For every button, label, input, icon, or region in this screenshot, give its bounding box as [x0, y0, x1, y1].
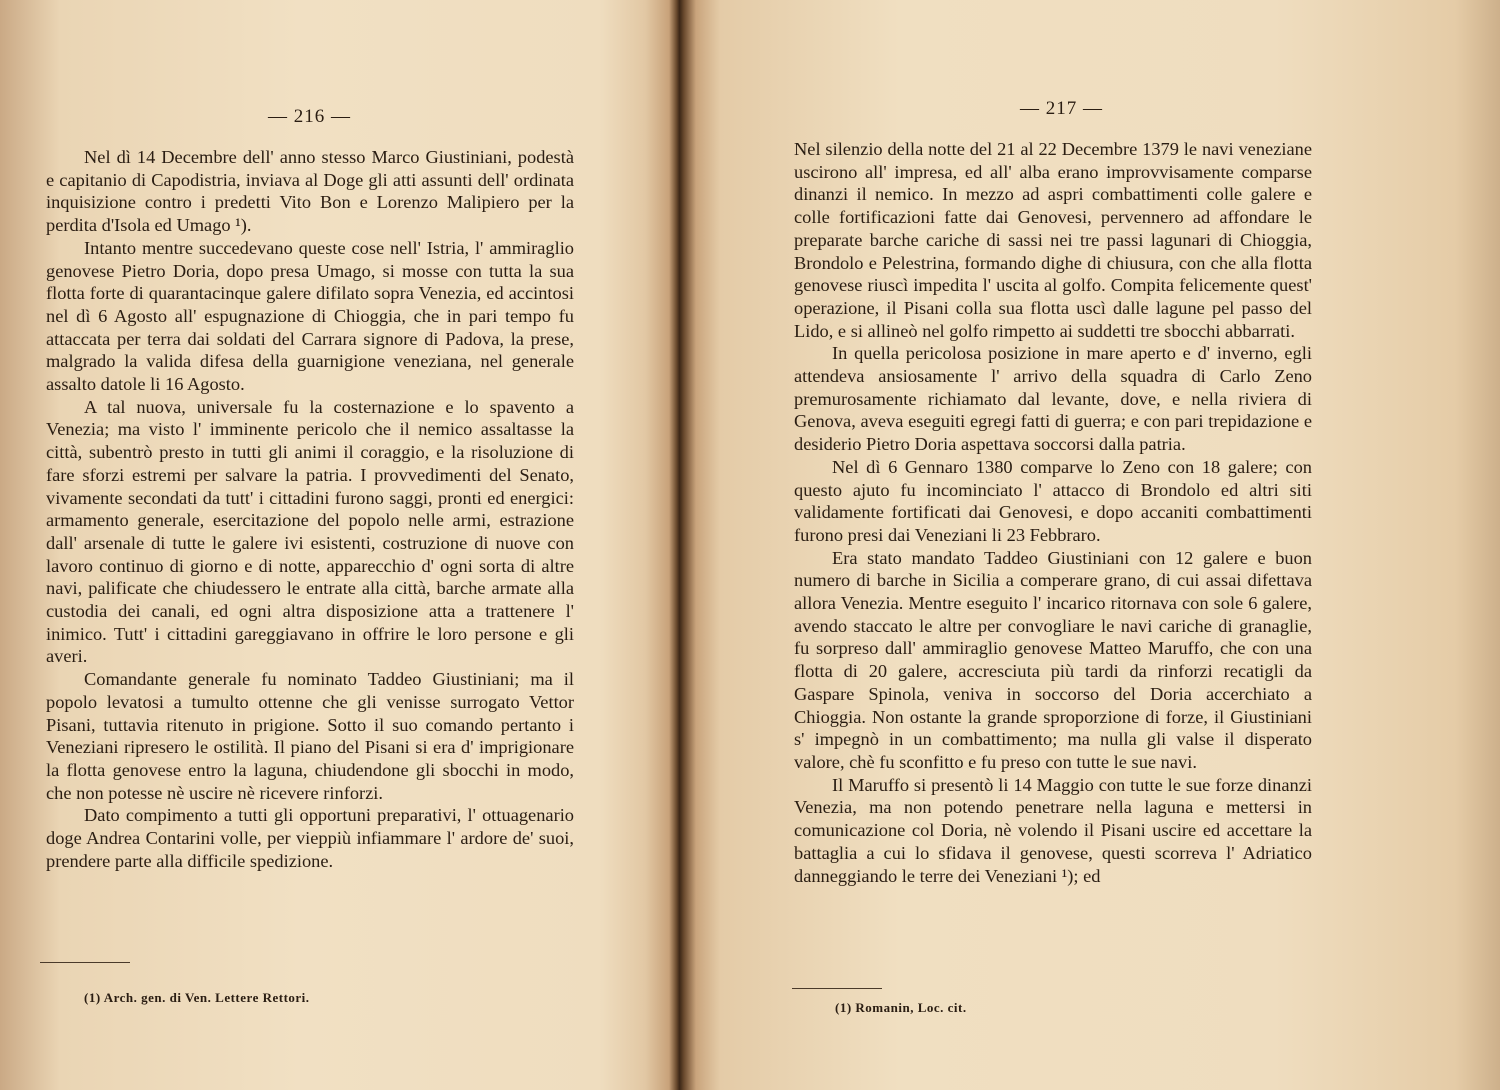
- footnote: (1) Romanin, Loc. cit.: [835, 1000, 967, 1015]
- body-text: [794, 138, 1312, 887]
- paragraph: Comandante generale fu nominato Taddeo Giustiniani; ma il popolo levatosi a tumulto ottenne che gli venisse surrogato Vettor Pisani, tuttavia ritenuto in prigione. Sotto il suo comando pertanto i Veneziani ripresero le ostilità. Il piano del Pisani si era d' imprigionare la flotta genovese entro la laguna, chiudendone gli sbocchi in modo, che non potesse nè uscire nè ricevere rinforzi.: [46, 669, 574, 803]
- paragraph: In quella pericolosa posizione in mare aperto e d' inverno, egli attendeva ansiosamente l' arrivo della squadra di Carlo Zeno premurosamente richiamato dal levante, dove, e nella riviera di Genova, aveva eseguiti egregi fatti di guerra; e con pari trepidazione e desiderio Pietro Doria aspettava soccorsi dalla patria.: [794, 343, 1312, 455]
- paragraph: Nel dì 14 Decembre dell' anno stesso Marco Giustiniani, podestà e capitanio di Capodistria, inviava al Doge gli atti assunti dell' ordinata inquisizione contro i predetti Vito Bon e Lorenzo Malipiero per la perdita d'Isola ed Umago ¹).: [46, 147, 574, 236]
- page-number: — 216 —: [268, 106, 351, 127]
- paragraph: A tal nuova, universale fu la costernazione e lo spavento a Venezia; ma visto l' imminente pericolo che il nemico assaltasse la città, subentrò presto in tutti gli animi il coraggio, e la risoluzione di fare sforzi estremi per salvare la patria. I provvedimenti del Senato, vivamente secondati da tutt' i cittadini furono saggi, pronti ed energici: armamento generale, esercitazione del popolo nelle armi, estrazione dall' arsenale di tutte le galere ivi esistenti, costruzione di nuove con lavoro continuo di giorno e di notte, apparecchio d' ogni sorta di altre navi, palificate che chiudessero le entrate alla città, barche armate alla custodia dei canali, ed ogni altra disposizione atta a trattenere l' inimico. Tutt' i cittadini gareggiavano in offrire le loro persone e gli averi.: [46, 396, 574, 667]
- paragraph: Il Maruffo si presentò li 14 Maggio con tutte le sue forze dinanzi Venezia, ma non potendo penetrare nella laguna e mettersi in comunicazione col Doria, nè volendo il Pisani uscire ed accettare la battaglia a cui lo sfidava il genovese, questi scorreva l' Adriatico danneggiando le terre dei Veneziani ¹); ed: [794, 774, 1312, 886]
- left-page: [0, 0, 668, 1090]
- footnote: (1) Arch. gen. di Ven. Lettere Rettori.: [84, 990, 310, 1005]
- paragraph: Era stato mandato Taddeo Giustiniani con 12 galere e buon numero di barche in Sicilia a comperare grano, di cui assai difettava allora Venezia. Mentre eseguito l' incarico ritornava con sole 6 galere, avendo staccato le altre per convogliare le navi cariche di granaglie, fu sorpreso dall' ammiraglio genovese Matteo Maruffo, che con una flotta di 20 galere, accresciuta più tardi da rinforzi recatigli da Gaspare Spinola, veniva in soccorso del Doria accerchiato a Chioggia. Non ostante la grande sproporzione di forze, il Giustiniani s' impegnò in un combattimento; ma nulla gli valse il disperato valore, chè fu sconfitto e fu preso con tutte le sue navi.: [794, 547, 1312, 772]
- paragraph: Nel dì 6 Gennaro 1380 comparve lo Zeno con 18 galere; con questo ajuto fu incominciato l' attacco di Brondolo ed altri siti validamente fortificati dai Genovesi, e dopo accaniti combattimenti furono presi dai Veneziani li 23 Febbraro.: [794, 456, 1312, 545]
- right-page: [690, 0, 1500, 1090]
- paragraph: Dato compimento a tutti gli opportuni preparativi, l' ottuagenario doge Andrea Contarini volle, per vieppiù infiammare l' ardore de' suoi, prendere parte alla difficile spedizione.: [46, 805, 574, 871]
- footnote-rule: [40, 962, 130, 963]
- footnote-rule: [792, 988, 882, 989]
- paragraph: Nel silenzio della notte del 21 al 22 Decembre 1379 le navi veneziane uscirono all' impresa, ed all' alba erano improvvisamente comparse dinanzi il nemico. In mezzo ad aspri combattimenti colle galere e colle fortificazioni fatte dai Genovesi, pervennero ad affondare le preparate barche cariche di sassi nei tre passi lagunari di Chioggia, Brondolo e Pelestrina, formando dighe di chiusura, con che alla flotta genovese riuscì impedita l' uscita al golfo. Compita felicemente quest' operazione, il Pisani colla sua flotta uscì dalle lagune pel passo del Lido, e si allineò nel golfo rimpetto ai suddetti tre sbocchi abbarrati.: [794, 139, 1312, 341]
- paragraph: Intanto mentre succedevano queste cose nell' Istria, l' ammiraglio genovese Pietro Doria, dopo presa Umago, si mosse con tutta la sua flotta forte di quarantacinque galere difilato sopra Venezia, ed accintosi nel dì 6 Agosto all' espugnazione di Chioggia, che in pari tempo fu attaccata per terra dai soldati del Carrara signore di Padova, la prese, malgrado la valida difesa della guarnigione veneziana, nel generale assalto datole li 16 Agosto.: [46, 237, 574, 395]
- body-text: [46, 146, 574, 873]
- page-number: — 217 —: [1020, 98, 1103, 119]
